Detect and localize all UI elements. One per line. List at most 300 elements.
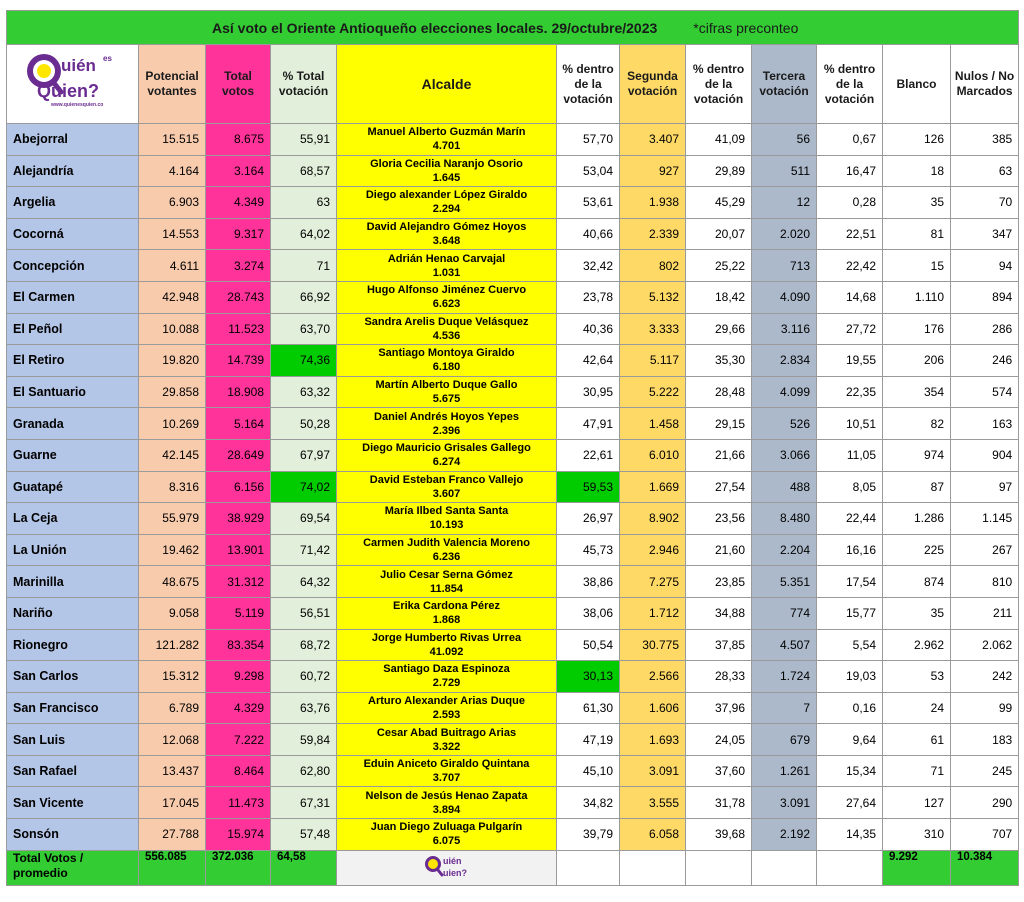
cell-blanco: 15 [883,250,951,282]
table-row [7,566,1019,598]
cell-pct3: 5,54 [817,629,883,661]
cell-alcalde [337,692,557,724]
cell-pct3: 15,34 [817,755,883,787]
cell-blanco: 18 [883,155,951,187]
alcalde-votes: 6.075 [432,835,461,848]
table-row [7,439,1019,471]
cell-alcalde [337,439,557,471]
cell-alcalde [337,376,557,408]
alcalde-votes: 6.236 [432,551,461,564]
cell-municipio: San Vicente [7,787,139,819]
cell-segunda: 3.555 [620,787,686,819]
cell-total: 5.164 [206,408,271,440]
table-row [7,597,1019,629]
cell-pct1: 22,61 [557,439,620,471]
cell-pct2: 23,56 [686,503,752,535]
cell-municipio: San Rafael [7,755,139,787]
cell-pct-total: 64,02 [271,218,337,250]
cell-pct3: 9,64 [817,724,883,756]
cell-pct1: 40,66 [557,218,620,250]
cell-blanco: 126 [883,124,951,156]
alcalde-name: Sandra Arelis Duque Velásquez [364,315,529,328]
cell-municipio: Abejorral [7,124,139,156]
cell-tercera: 4.507 [752,629,817,661]
cell-pct1: 34,82 [557,787,620,819]
cell-tercera: 526 [752,408,817,440]
cell-potencial: 121.282 [139,629,206,661]
cell-pct2: 35,30 [686,345,752,377]
cell-nulos: 94 [951,250,1019,282]
alcalde-votes: 3.322 [432,740,461,753]
cell-segunda: 8.902 [620,503,686,535]
table-row [7,503,1019,535]
cell-tercera: 2.834 [752,345,817,377]
cell-blanco: 24 [883,692,951,724]
cell-pct1: 50,54 [557,629,620,661]
cell-total: 9.317 [206,218,271,250]
alcalde-votes: 2.729 [432,677,461,690]
cell-pct2: 28,33 [686,661,752,693]
cell-pct3: 14,35 [817,819,883,851]
cell-nulos: 211 [951,597,1019,629]
alcalde-votes: 5.675 [432,393,461,406]
header-tercera: Tercera votación [752,45,817,124]
table-row [7,534,1019,566]
cell-total: 31.312 [206,566,271,598]
cell-municipio: Nariño [7,597,139,629]
cell-tercera: 2.192 [752,819,817,851]
totals-logo-cell [337,850,557,885]
alcalde-name: Nelson de Jesús Henao Zapata [365,789,528,802]
cell-total: 15.974 [206,819,271,851]
cell-pct1: 45,10 [557,755,620,787]
header-blanco: Blanco [883,45,951,124]
alcalde-votes: 1.031 [432,266,461,279]
cell-potencial: 42.145 [139,439,206,471]
cell-municipio: Guatapé [7,471,139,503]
cell-segunda: 2.566 [620,661,686,693]
alcalde-name: Eduin Aniceto Giraldo Quintana [363,758,530,771]
cell-segunda: 802 [620,250,686,282]
cell-pct3: 27,72 [817,313,883,345]
cell-alcalde [337,597,557,629]
cell-blanco: 1.286 [883,503,951,535]
cell-blanco: 82 [883,408,951,440]
totals-total: 372.036 [206,850,271,885]
cell-municipio: La Ceja [7,503,139,535]
cell-alcalde [337,819,557,851]
cell-pct2: 29,15 [686,408,752,440]
cell-pct3: 17,54 [817,566,883,598]
cell-pct-total: 60,72 [271,661,337,693]
cell-pct1: 23,78 [557,281,620,313]
alcalde-name: Erika Cardona Pérez [393,600,500,613]
table-row [7,692,1019,724]
table-row [7,250,1019,282]
table-row [7,345,1019,377]
cell-municipio: Guarne [7,439,139,471]
cell-alcalde [337,281,557,313]
cell-blanco: 2.962 [883,629,951,661]
cell-nulos: 97 [951,471,1019,503]
table-row [7,408,1019,440]
cell-potencial: 8.316 [139,471,206,503]
cell-blanco: 176 [883,313,951,345]
alcalde-votes: 4.536 [432,329,461,342]
table-row [7,819,1019,851]
cell-pct3: 8,05 [817,471,883,503]
cell-tercera: 4.090 [752,281,817,313]
cell-municipio: El Carmen [7,281,139,313]
table-row [7,471,1019,503]
cell-municipio: Sonsón [7,819,139,851]
cell-pct3: 22,51 [817,218,883,250]
cell-blanco: 225 [883,534,951,566]
cell-potencial: 55.979 [139,503,206,535]
cell-tercera: 56 [752,124,817,156]
cell-potencial: 15.312 [139,661,206,693]
cell-pct-total: 56,51 [271,597,337,629]
alcalde-votes: 6.623 [432,298,461,311]
header-pct3: % dentro de la votación [817,45,883,124]
cell-pct2: 21,66 [686,439,752,471]
cell-segunda: 1.712 [620,597,686,629]
mini-logo [423,852,471,880]
cell-total: 7.222 [206,724,271,756]
cell-pct-total: 63,76 [271,692,337,724]
cell-segunda: 5.132 [620,281,686,313]
cell-pct-total: 74,36 [271,345,337,377]
cell-segunda: 1.669 [620,471,686,503]
cell-nulos: 70 [951,187,1019,219]
cell-pct-total: 63 [271,187,337,219]
cell-segunda: 5.117 [620,345,686,377]
cell-municipio: Marinilla [7,566,139,598]
cell-alcalde [337,218,557,250]
cell-potencial: 14.553 [139,218,206,250]
cell-pct1: 53,04 [557,155,620,187]
cell-municipio: El Peñol [7,313,139,345]
cell-pct-total: 63,70 [271,313,337,345]
cell-total: 14.739 [206,345,271,377]
cell-pct-total: 71,42 [271,534,337,566]
cell-pct2: 27,54 [686,471,752,503]
alcalde-name: David Esteban Franco Vallejo [369,473,524,486]
cell-potencial: 13.437 [139,755,206,787]
cell-municipio: San Carlos [7,661,139,693]
cell-pct1: 61,30 [557,692,620,724]
sheet-title: Así voto el Oriente Antioqueño elecciones locales. 29/octubre/2023 [212,19,658,36]
alcalde-name: Gloria Cecilia Naranjo Osorio [370,157,523,170]
alcalde-votes: 6.180 [432,361,461,374]
cell-pct2: 21,60 [686,534,752,566]
cell-tercera: 679 [752,724,817,756]
cell-pct-total: 62,80 [271,755,337,787]
header-pct2: % dentro de la votación [686,45,752,124]
header-nulos: Nulos / No Marcados [951,45,1019,124]
cell-pct2: 31,78 [686,787,752,819]
cell-alcalde [337,155,557,187]
cell-potencial: 6.903 [139,187,206,219]
results-table [6,10,1019,886]
cell-segunda: 5.222 [620,376,686,408]
cell-municipio: El Retiro [7,345,139,377]
cell-nulos: 63 [951,155,1019,187]
cell-pct-total: 68,72 [271,629,337,661]
cell-nulos: 267 [951,534,1019,566]
cell-municipio: La Unión [7,534,139,566]
cell-pct-total: 74,02 [271,471,337,503]
cell-municipio: Alejandría [7,155,139,187]
cell-total: 4.349 [206,187,271,219]
cell-municipio: Concepción [7,250,139,282]
table-row [7,124,1019,156]
cell-nulos: 245 [951,755,1019,787]
alcalde-name: Santiago Montoya Giraldo [378,347,515,360]
cell-tercera: 8.480 [752,503,817,535]
title-row [7,11,1019,45]
alcalde-name: Carmen Judith Valencia Moreno [363,537,530,550]
cell-alcalde [337,503,557,535]
cell-tercera: 3.091 [752,787,817,819]
cell-alcalde [337,313,557,345]
cell-alcalde [337,787,557,819]
cell-segunda: 6.010 [620,439,686,471]
cell-pct1: 32,42 [557,250,620,282]
cell-tercera: 12 [752,187,817,219]
cell-pct1: 30,95 [557,376,620,408]
alcalde-name: David Alejandro Gómez Hoyos [366,221,527,234]
cell-pct1: 39,79 [557,819,620,851]
cell-segunda: 1.606 [620,692,686,724]
cell-nulos: 99 [951,692,1019,724]
alcalde-name: Diego Mauricio Grisales Gallego [362,442,531,455]
cell-potencial: 29.858 [139,376,206,408]
cell-pct1: 53,61 [557,187,620,219]
cell-alcalde [337,755,557,787]
cell-pct3: 0,67 [817,124,883,156]
cell-pct-total: 67,31 [271,787,337,819]
cell-pct2: 37,96 [686,692,752,724]
cell-segunda: 30.775 [620,629,686,661]
cell-pct2: 29,89 [686,155,752,187]
header-alcalde: Alcalde [337,45,557,124]
cell-pct2: 37,85 [686,629,752,661]
cell-alcalde [337,187,557,219]
cell-blanco: 61 [883,724,951,756]
cell-potencial: 6.789 [139,692,206,724]
cell-pct1: 57,70 [557,124,620,156]
cell-pct2: 28,48 [686,376,752,408]
table-row [7,755,1019,787]
cell-nulos: 246 [951,345,1019,377]
cell-total: 83.354 [206,629,271,661]
svg-text:uién: uién [442,856,462,867]
cell-municipio: Granada [7,408,139,440]
cell-pct3: 22,44 [817,503,883,535]
cell-alcalde [337,724,557,756]
table-row [7,218,1019,250]
cell-pct-total: 64,32 [271,566,337,598]
alcalde-name: María Ilbed Santa Santa [384,505,509,518]
cell-total: 28.743 [206,281,271,313]
cell-pct1: 26,97 [557,503,620,535]
cell-pct3: 19,55 [817,345,883,377]
cell-pct3: 0,16 [817,692,883,724]
cell-nulos: 707 [951,819,1019,851]
cell-alcalde [337,471,557,503]
alcalde-votes: 4.701 [432,140,461,153]
cell-blanco: 35 [883,597,951,629]
totals-row [7,850,1019,885]
logo-word2: uien? [51,81,99,101]
cell-municipio: Rionegro [7,629,139,661]
cell-pct2: 34,88 [686,597,752,629]
cell-nulos: 2.062 [951,629,1019,661]
cell-potencial: 48.675 [139,566,206,598]
quien-es-quien-logo [17,47,137,124]
cell-pct-total: 69,54 [271,503,337,535]
cell-potencial: 17.045 [139,787,206,819]
alcalde-votes: 11.854 [429,582,464,595]
table-row [7,281,1019,313]
cell-segunda: 6.058 [620,819,686,851]
cell-segunda: 7.275 [620,566,686,598]
cell-pct1: 38,86 [557,566,620,598]
cell-potencial: 42.948 [139,281,206,313]
cell-pct3: 16,47 [817,155,883,187]
cell-potencial: 19.462 [139,534,206,566]
logo-word1: uién [61,56,96,75]
cell-tercera: 1.724 [752,661,817,693]
cell-total: 13.901 [206,534,271,566]
cell-pct1: 45,73 [557,534,620,566]
alcalde-name: Hugo Alfonso Jiménez Cuervo [366,284,527,297]
cell-nulos: 286 [951,313,1019,345]
cell-nulos: 385 [951,124,1019,156]
cell-pct3: 22,35 [817,376,883,408]
cell-segunda: 3.091 [620,755,686,787]
alcalde-name: Jorge Humberto Rivas Urrea [371,631,522,644]
svg-text:Q: Q [37,81,52,101]
cell-pct2: 39,68 [686,819,752,851]
cell-total: 11.473 [206,787,271,819]
results-body [7,124,1019,851]
cell-pct2: 41,09 [686,124,752,156]
cell-pct-total: 55,91 [271,124,337,156]
cell-nulos: 242 [951,661,1019,693]
header-total: Total votos [206,45,271,124]
cell-alcalde [337,408,557,440]
preconteo-note: *cifras preconteo [693,19,799,36]
cell-pct2: 23,85 [686,566,752,598]
results-sheet [6,10,1018,886]
cell-municipio: Cocorná [7,218,139,250]
cell-blanco: 35 [883,187,951,219]
table-row [7,629,1019,661]
alcalde-votes: 3.648 [432,235,461,248]
header-pct-total: % Total votación [271,45,337,124]
logo-cell [7,45,139,124]
cell-segunda: 1.693 [620,724,686,756]
table-row [7,376,1019,408]
cell-tercera: 1.261 [752,755,817,787]
cell-total: 38.929 [206,503,271,535]
cell-pct3: 16,16 [817,534,883,566]
cell-total: 8.464 [206,755,271,787]
cell-potencial: 9.058 [139,597,206,629]
cell-tercera: 774 [752,597,817,629]
totals-pct-total: 64,58 [271,850,337,885]
cell-total: 18.908 [206,376,271,408]
alcalde-votes: 1.868 [432,614,461,627]
cell-municipio: El Santuario [7,376,139,408]
cell-total: 6.156 [206,471,271,503]
cell-potencial: 4.164 [139,155,206,187]
cell-pct3: 0,28 [817,187,883,219]
cell-pct-total: 50,28 [271,408,337,440]
header-row [7,45,1019,124]
cell-pct3: 15,77 [817,597,883,629]
cell-nulos: 347 [951,218,1019,250]
cell-tercera: 3.066 [752,439,817,471]
cell-tercera: 488 [752,471,817,503]
alcalde-name: Martín Alberto Duque Gallo [375,379,518,392]
alcalde-name: Juan Diego Zuluaga Pulgarín [370,821,523,834]
table-row [7,724,1019,756]
cell-tercera: 5.351 [752,566,817,598]
cell-total: 9.298 [206,661,271,693]
cell-total: 5.119 [206,597,271,629]
cell-segunda: 1.458 [620,408,686,440]
alcalde-votes: 2.396 [432,424,461,437]
logo-url: www.quienesquien.co [51,102,104,108]
alcalde-votes: 3.607 [432,487,461,500]
cell-pct2: 25,22 [686,250,752,282]
cell-potencial: 12.068 [139,724,206,756]
cell-blanco: 310 [883,819,951,851]
cell-pct-total: 57,48 [271,819,337,851]
cell-pct2: 24,05 [686,724,752,756]
cell-blanco: 874 [883,566,951,598]
cell-alcalde [337,250,557,282]
cell-pct1: 47,19 [557,724,620,756]
table-row [7,787,1019,819]
totals-nulos: 10.384 [951,850,1019,885]
cell-blanco: 127 [883,787,951,819]
alcalde-votes: 3.707 [432,772,461,785]
cell-pct-total: 67,97 [271,439,337,471]
svg-text:uien?: uien? [442,868,467,879]
cell-blanco: 354 [883,376,951,408]
cell-pct1: 59,53 [557,471,620,503]
cell-total: 11.523 [206,313,271,345]
cell-blanco: 206 [883,345,951,377]
totals-blanco: 9.292 [883,850,951,885]
cell-pct2: 29,66 [686,313,752,345]
header-segunda: Segunda votación [620,45,686,124]
cell-pct1: 38,06 [557,597,620,629]
cell-pct-total: 59,84 [271,724,337,756]
alcalde-votes: 2.294 [432,203,461,216]
table-row [7,661,1019,693]
cell-total: 3.164 [206,155,271,187]
cell-pct-total: 66,92 [271,281,337,313]
cell-blanco: 53 [883,661,951,693]
cell-nulos: 574 [951,376,1019,408]
cell-segunda: 1.938 [620,187,686,219]
cell-segunda: 3.333 [620,313,686,345]
